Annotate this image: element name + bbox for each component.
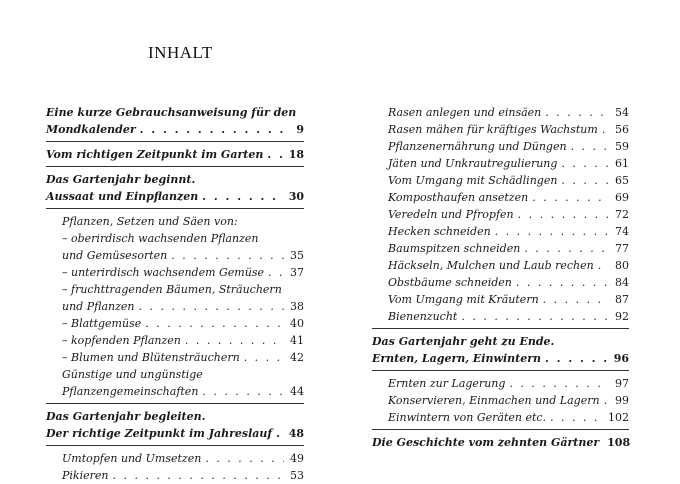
dot-leader (145, 315, 284, 332)
dot-leader (185, 332, 284, 349)
dot-leader (543, 291, 609, 308)
toc-entry-text: Vom richtigen Zeitpunkt im Garten (46, 148, 264, 161)
dot-leader (276, 425, 284, 442)
toc-entry[interactable] (46, 281, 304, 315)
toc-entry[interactable] (46, 408, 304, 442)
dot-leader (516, 274, 609, 291)
page-number: 38 (290, 300, 304, 313)
section-divider (372, 370, 629, 371)
page-number: 69 (615, 191, 629, 204)
toc-entry[interactable] (372, 138, 629, 155)
dot-leader (495, 223, 609, 240)
page-number: 59 (615, 140, 629, 153)
page-number: 84 (615, 276, 629, 289)
toc-entry[interactable] (372, 409, 629, 426)
toc-entry-text: Die Geschichte vom zehnten Gärtner (372, 436, 600, 449)
dot-leader (550, 409, 604, 426)
toc-entry-text: Mondkalender (46, 123, 136, 136)
toc-left-column (46, 104, 304, 484)
dot-leader (112, 467, 284, 484)
page-number: 74 (615, 225, 629, 238)
toc-entry-text: und Pflanzen (62, 300, 135, 313)
toc-entry[interactable] (372, 172, 629, 189)
toc-entry[interactable] (46, 213, 304, 230)
toc-entry[interactable] (46, 146, 304, 163)
dot-leader (561, 155, 609, 172)
toc-entry[interactable] (372, 206, 629, 223)
toc-entry-text: Günstige und ungünstige (62, 368, 203, 381)
toc-entry-text: Aussaat und Einpflanzen (46, 190, 199, 203)
toc-entry[interactable] (372, 155, 629, 172)
toc-entry[interactable] (46, 264, 304, 281)
toc-entry-text: Ernten, Lagern, Einwintern (372, 352, 541, 365)
toc-entry-text: – unterirdisch wachsendem Gemüse (62, 266, 264, 279)
toc-entry-text: Pflanzengemeinschaften (62, 385, 199, 398)
page-number: 18 (288, 148, 304, 161)
dot-leader (545, 104, 609, 121)
toc-entry[interactable] (372, 257, 629, 274)
toc-entry-text: Hecken schneiden (388, 225, 491, 238)
page-title: INHALT (148, 43, 213, 62)
page-number: 35 (290, 249, 304, 262)
toc-entry-text: Rasen anlegen und einsäen (388, 106, 542, 119)
page-number: 61 (615, 157, 629, 170)
page-number: 37 (290, 266, 304, 279)
dot-leader (268, 264, 284, 281)
toc-entry-text: Eine kurze Gebrauchsanweisung für den (46, 106, 297, 119)
dot-leader (602, 121, 609, 138)
dot-leader (545, 350, 609, 367)
toc-entry-text: Bienenzucht (388, 310, 458, 323)
toc-entry-text: Ernten zur Lagerung (388, 377, 506, 390)
toc-entry-text: Veredeln und Pfropfen (388, 208, 514, 221)
page-number: 87 (615, 293, 629, 306)
toc-entry-text: – Blumen und Blütensträuchern (62, 351, 240, 364)
page-number: 40 (290, 317, 304, 330)
page-number: 42 (290, 351, 304, 364)
toc-entry-text: Komposthaufen ansetzen (388, 191, 529, 204)
dot-leader (202, 383, 284, 400)
toc-entry-text: Pikieren (62, 469, 109, 482)
page-number: 80 (615, 259, 629, 272)
page-number: 48 (288, 427, 304, 440)
toc-entry-text: und Gemüsesorten (62, 249, 168, 262)
toc-entry[interactable] (46, 349, 304, 366)
toc-entry-text: Das Gartenjahr geht zu Ende. (372, 335, 555, 348)
toc-right-column (372, 104, 629, 451)
section-divider (46, 445, 304, 446)
page-number: 30 (288, 190, 304, 203)
toc-entry[interactable] (46, 315, 304, 332)
section-divider (46, 403, 304, 404)
dot-leader (140, 121, 284, 138)
page-number: 92 (615, 310, 629, 323)
toc-entry-text: Häckseln, Mulchen und Laub rechen (388, 259, 594, 272)
toc-entry[interactable] (372, 291, 629, 308)
dot-leader (205, 450, 284, 467)
dot-leader (598, 257, 609, 274)
dot-leader (561, 172, 609, 189)
page-number: 77 (615, 242, 629, 255)
toc-entry[interactable] (372, 392, 629, 409)
page-number: 99 (615, 394, 629, 407)
page-number: 96 (613, 352, 629, 365)
page-number: 9 (296, 123, 304, 136)
toc-entry-text: Jäten und Unkrautregulierung (388, 157, 558, 170)
dot-leader (171, 247, 284, 264)
toc-entry-text: Umtopfen und Umsetzen (62, 452, 202, 465)
page-number: 72 (615, 208, 629, 221)
toc-entry-text: Rasen mähen für kräftiges Wachstum (388, 123, 598, 136)
page-number: 49 (290, 452, 304, 465)
toc-entry-text: Das Gartenjahr beginnt. (46, 173, 196, 186)
toc-entry-text: Baumspitzen schneiden (388, 242, 521, 255)
dot-leader (532, 189, 609, 206)
page-number: 108 (607, 436, 631, 449)
toc-entry-text: Pflanzenernährung und Düngen (388, 140, 567, 153)
toc-entry[interactable] (372, 333, 629, 367)
page-number: 102 (608, 411, 629, 424)
dot-leader (518, 206, 609, 223)
section-divider (46, 166, 304, 167)
toc-entry-text: – fruchttragenden Bäumen, Sträuchern (62, 283, 282, 296)
page-number: 44 (290, 385, 304, 398)
page-number: 41 (290, 334, 304, 347)
section-divider (372, 328, 629, 329)
dot-leader (571, 138, 609, 155)
toc-entry-text: Einwintern von Geräten etc. (388, 411, 547, 424)
toc-entry[interactable] (372, 308, 629, 325)
toc-entry[interactable] (372, 104, 629, 121)
toc-entry-text: Das Gartenjahr begleiten. (46, 410, 206, 423)
section-divider (372, 429, 629, 430)
toc-entry-text: Vom Umgang mit Schädlingen (388, 174, 558, 187)
dot-leader (267, 146, 284, 163)
dot-leader (202, 188, 284, 205)
toc-entry-text: – oberirdisch wachsenden Pflanzen (62, 232, 259, 245)
dot-leader (509, 375, 609, 392)
toc-entry-text: Vom Umgang mit Kräutern (388, 293, 539, 306)
section-divider (46, 208, 304, 209)
toc-entry[interactable] (46, 467, 304, 484)
page-number: 97 (615, 377, 629, 390)
toc-entry-text: – kopfenden Pflanzen (62, 334, 181, 347)
dot-leader (604, 392, 609, 409)
toc-entry[interactable] (46, 104, 304, 138)
dot-leader (524, 240, 609, 257)
dot-leader (244, 349, 284, 366)
toc-entry[interactable] (46, 366, 304, 400)
toc-entry[interactable] (372, 274, 629, 291)
section-divider (46, 141, 304, 142)
page-number: 53 (290, 469, 304, 482)
toc-entry[interactable] (46, 171, 304, 205)
toc-entry-text: – Blattgemüse (62, 317, 142, 330)
toc-entry[interactable] (372, 121, 629, 138)
toc-entry[interactable] (372, 223, 629, 240)
toc-entry[interactable] (372, 434, 629, 451)
page-number: 65 (615, 174, 629, 187)
page-number: 56 (615, 123, 629, 136)
toc-entry[interactable] (372, 189, 629, 206)
toc-entry[interactable] (46, 230, 304, 264)
toc-entry-text: Pflanzen, Setzen und Säen von: (62, 215, 238, 228)
toc-entry-text: Obstbäume schneiden (388, 276, 512, 289)
dot-leader (461, 308, 609, 325)
dot-leader (138, 298, 284, 315)
toc-entry[interactable] (372, 240, 629, 257)
toc-entry-text: Konservieren, Einmachen und Lagern (388, 394, 600, 407)
page-number: 54 (615, 106, 629, 119)
toc-entry[interactable] (46, 450, 304, 467)
toc-entry[interactable] (46, 332, 304, 349)
toc-entry-text: Der richtige Zeitpunkt im Jahreslauf (46, 427, 273, 440)
toc-entry[interactable] (372, 375, 629, 392)
